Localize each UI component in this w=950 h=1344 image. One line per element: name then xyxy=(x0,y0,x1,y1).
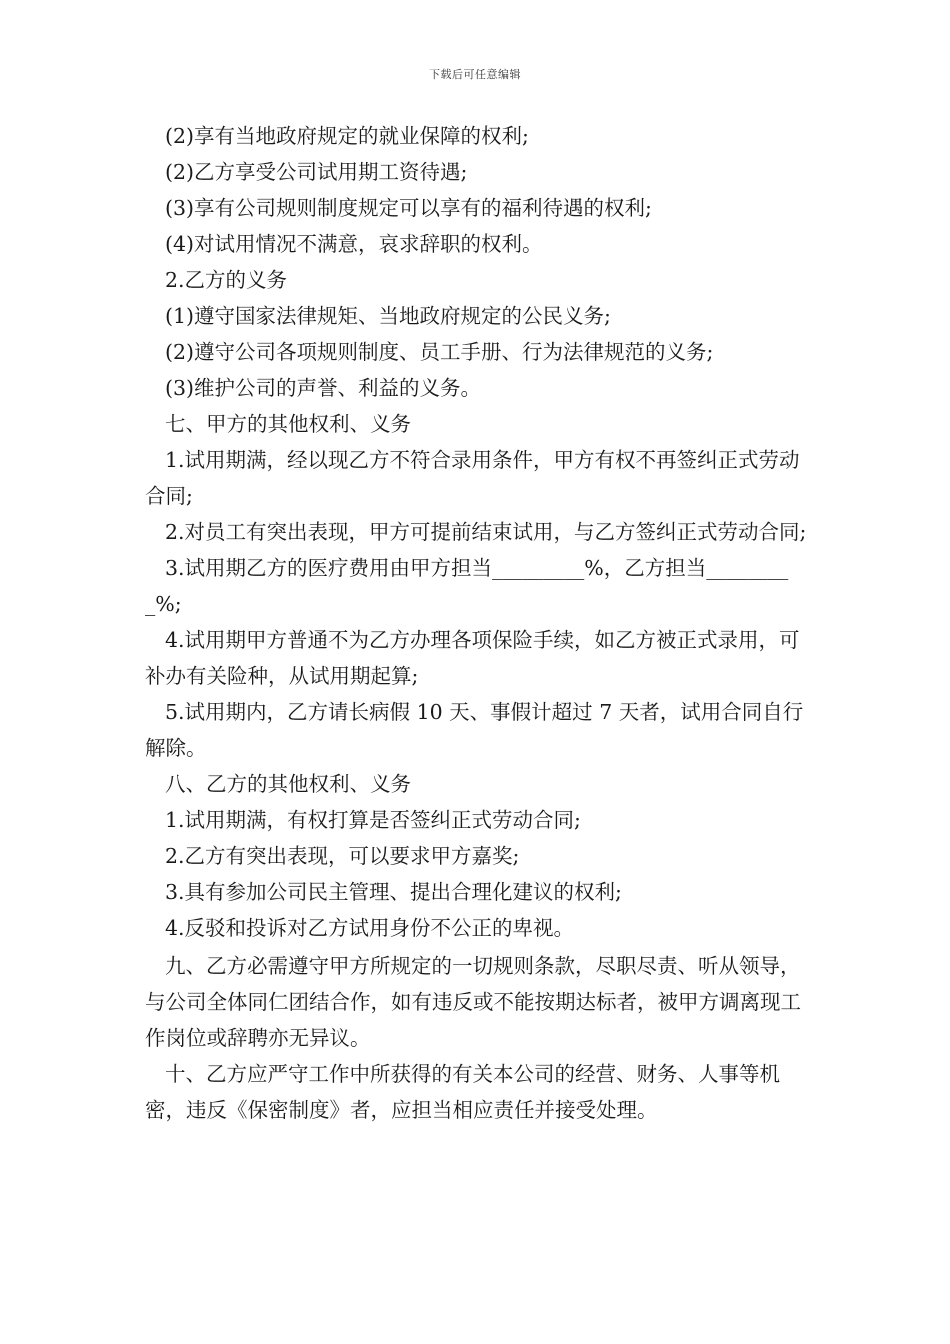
paragraph: (2)遵守公司各项规则制度、员工手册、行为法律规范的义务; xyxy=(165,340,714,364)
paragraph: (4)对试用情况不满意，哀求辞职的权利。 xyxy=(165,232,543,256)
paragraph: (1)遵守国家法律规矩、当地政府规定的公民义务; xyxy=(165,304,611,328)
paragraph: 4.反驳和投诉对乙方试用身份不公正的卑视。 xyxy=(165,916,575,940)
document-body xyxy=(145,118,810,1128)
section-paragraph: 十、乙方应严守工作中所获得的有关本公司的经营、财务、人事等机密，违反《保密制度》者，应担当相应责任并接受处理。 xyxy=(145,1062,780,1122)
page-header: 下载后可任意编辑 xyxy=(429,68,521,81)
section-heading: 八、乙方的其他权利、义务 xyxy=(165,772,411,796)
section-heading: 2.乙方的义务 xyxy=(165,268,288,292)
paragraph: 4.试用期甲方普通不为乙方办理各项保险手续，如乙方被正式录用，可补办有关险种，从试用期起算; xyxy=(145,628,800,688)
paragraph: 1.试用期满，有权打算是否签纠正式劳动合同; xyxy=(165,808,581,832)
paragraph: 5.试用期内，乙方请长病假 10 天、事假计超过 7 天者，试用合同自行解除。 xyxy=(145,700,804,760)
paragraph: 1.试用期满，经以现乙方不符合录用条件，甲方有权不再签纠正式劳动合同; xyxy=(145,448,800,508)
paragraph: 3.具有参加公司民主管理、提出合理化建议的权利; xyxy=(165,880,622,904)
paragraph: 2.对员工有突出表现，甲方可提前结束试用，与乙方签纠正式劳动合同; xyxy=(165,520,807,544)
section-paragraph: 九、乙方必需遵守甲方所规定的一切规则条款，尽职尽责、听从领导，与公司全体同仁团结合作，如有违反或不能按期达标者，被甲方调离现工作岗位或辞聘亦无异议。 xyxy=(145,954,801,1050)
paragraph: 2.乙方有突出表现，可以要求甲方嘉奖; xyxy=(165,844,520,868)
paragraph: (2)享有当地政府规定的就业保障的权利; xyxy=(165,124,529,148)
paragraph: 3.试用期乙方的医疗费用由甲方担当_________%，乙方担当_________%; xyxy=(145,556,789,616)
paragraph: (3)维护公司的声誉、利益的义务。 xyxy=(165,376,482,400)
paragraph: (3)享有公司规则制度规定可以享有的福利待遇的权利; xyxy=(165,196,652,220)
paragraph: (2)乙方享受公司试用期工资待遇; xyxy=(165,160,468,184)
section-heading: 七、甲方的其他权利、义务 xyxy=(165,412,411,436)
